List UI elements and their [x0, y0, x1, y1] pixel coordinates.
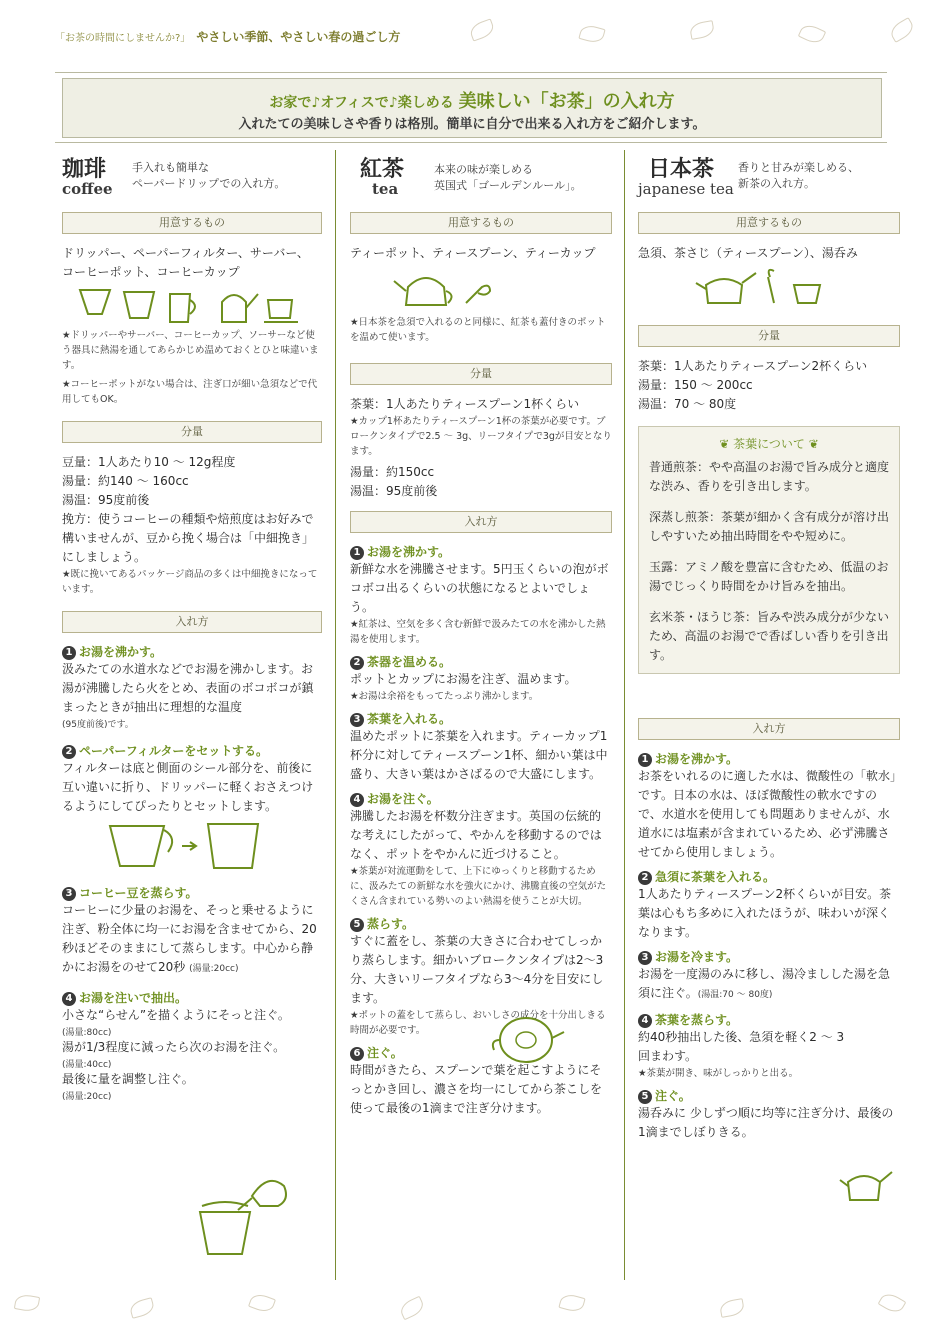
kyusu-pour-illustration: [838, 1160, 898, 1210]
japanese-tea-column: [638, 150, 900, 1142]
coffee-prep-line: ドリッパー、ペーパーフィルター、サーバー、: [62, 246, 309, 260]
step-title-text: ペーパーフィルターをセットする。: [79, 744, 269, 758]
japanese-tea-desc-line: 新茶の入れ方。: [738, 177, 815, 190]
leaf-decoration-icon: [888, 17, 917, 43]
coffee-prep-text: [62, 244, 322, 282]
leaf-icon: ❦: [804, 437, 819, 451]
teapot-topview-illustration: [488, 1010, 568, 1066]
japanese-tea-desc: [738, 160, 859, 192]
tea-amount-line: 湯温：95度前後: [350, 484, 438, 498]
tea-method-header: 入れ方: [350, 511, 612, 533]
column-divider: [335, 150, 336, 1280]
info-box-item: 深蒸し煎茶：茶葉が細かく含有成分が溶け出しやすいため抽出時間をやや短めに。: [649, 510, 890, 543]
japanese-tea-kanji: 日本茶: [648, 156, 715, 182]
tea-prep-text: ティーポット、ティースプーン、ティーカップ: [350, 246, 596, 260]
leaf-decoration-icon: [578, 23, 605, 45]
banner-title: [63, 87, 881, 113]
coffee-step-1-title: [62, 643, 322, 660]
tea-step-2-note: ★お湯は余裕をもってたっぷり沸かします。: [350, 691, 539, 702]
coffee-roman: coffee: [62, 180, 113, 198]
leaf-decoration-icon: [398, 1296, 427, 1321]
leaf-decoration-icon: [468, 18, 496, 41]
coffee-desc-line: 手入れも簡単な: [132, 161, 209, 174]
step-text: お湯を一度湯のみに移し、湯冷ましした湯を急須に注ぐ。: [638, 967, 891, 1000]
column-divider: [624, 150, 625, 1280]
tea-step-1-note: ★紅茶は、空気を多く含む新鮮で汲みたての水を沸かした熱湯を使用します。: [350, 619, 606, 645]
banner-title-highlight: 美味しい「お茶」の入れ方: [458, 91, 675, 112]
info-box-item: 普通煎茶：やや高温のお湯で旨み成分と適度な渋み、香りを引き出します。: [649, 460, 890, 493]
japanese-step-1-text: お茶をいれるのに適した水は、微酸性の「軟水」です。日本の水は、ほぼ微酸性の軟水ですので、水道水を使用しても問題ありませんが、水道水には塩素が含まれているため、必ず沸騰させてから使用しましょう。: [638, 769, 897, 859]
japanese-amount-line: 湯温：70 ～ 80度: [638, 397, 737, 411]
banner-line: [55, 72, 887, 73]
japanese-tea-desc-line: 香りと甘みが楽しめる、: [738, 161, 859, 174]
coffee-step-4-sub: (湯量:20cc): [62, 1092, 112, 1102]
step-title-text: 蒸らす。: [367, 917, 415, 931]
step-title-text: お湯を沸かす。: [655, 752, 739, 766]
step-number: 1: [638, 753, 652, 767]
coffee-amount: [62, 453, 322, 567]
intro-banner: [62, 78, 882, 138]
tea-step-1-text: 新鮮な水を沸騰させます。5円玉くらいの泡がボコボコ出るくらいの状態になるとよいでしょう。: [350, 562, 609, 614]
japanese-amount-line: 湯量：150 ～ 200cc: [638, 378, 753, 392]
coffee-desc-line: ペーパードリップでの入れ方。: [132, 177, 286, 190]
tea-step-4-note: ★茶葉が対流運動をして、上下にゆっくりと移動するために、汲みたての新鮮な水を強火にかけ、沸騰直後の空気がたくさん含まれている勢いのよい熱湯を使うことが大切。: [350, 866, 607, 907]
pour-over-illustration: [180, 1170, 300, 1260]
japanese-step-5-text: 湯呑みに 少しずつ順に均等に注ぎ分け、最後の1滴までしぼりきる。: [638, 1106, 894, 1139]
coffee-step-3-title: [62, 884, 322, 901]
tea-step-4-text: 沸騰したお湯を杯数分注ぎます。英国の伝統的な考えにしたがって、やかんを移動するのではなく、ポットをやかんに近づけること。: [350, 809, 602, 861]
coffee-step-2-text: フィルターは底と側面のシール部分を、前後に互い違いに折り、ドリッパーに軽くおさえつけるようにしてぴったりとセットします。: [62, 761, 314, 813]
coffee-prep-header: 用意するもの: [62, 212, 322, 234]
coffee-method-header: 入れ方: [62, 611, 322, 633]
coffee-prep-note: ★ドリッパーやサーバー、コーヒーカップ、ソーサーなど使う器具に熱湯を通してあらかじめ温めておくとひと味違います。: [62, 330, 319, 371]
step-title-text: 茶葉を入れる。: [367, 712, 452, 726]
coffee-step-4-line: 小さな“らせん”を描くようにそっと注ぐ。: [62, 1008, 290, 1022]
tea-amount-header: 分量: [350, 363, 612, 385]
tea-step-2-text: ポットとカップにお湯を注ぎ、温めます。: [350, 672, 577, 686]
coffee-step-4-sub: (湯量:80cc): [62, 1028, 112, 1038]
japanese-amount-header: 分量: [638, 325, 900, 347]
step-title-text: お湯を沸かす。: [367, 545, 451, 559]
tea-amount-line: 茶葉：1人あたりティースプーン1杯くらい: [350, 397, 580, 411]
tea-step-6-title: [350, 1044, 612, 1061]
teapot-illustration: [350, 263, 612, 315]
japanese-step-4-note: ★茶葉が開き、味がしっかりと出る。: [638, 1068, 799, 1079]
coffee-step-1-sub: (95度前後)です。: [62, 720, 134, 730]
japanese-amount-line: 茶葉：1人あたりティースプーン2杯くらい: [638, 359, 868, 373]
coffee-heading: [62, 150, 322, 208]
info-box-title-text: 茶葉について: [733, 437, 805, 451]
coffee-step-3-text: [62, 901, 322, 979]
step-title-text: 茶器を温める。: [367, 655, 452, 669]
leaf-decoration-icon: [878, 1290, 907, 1316]
step-title-text: 注ぐ。: [655, 1089, 691, 1103]
header-tagline: [55, 28, 400, 45]
step-number: 5: [350, 918, 364, 932]
coffee-column: [62, 150, 322, 1102]
info-box-item: 玉露：アミノ酸を豊富に含むため、低温のお湯でじっくり時間をかけ旨みを抽出。: [649, 560, 889, 593]
tea-step-5-note: ★ポットの蓋をして蒸らし、おいしさの成分を十分出しきる時間が必要です。: [350, 1010, 606, 1036]
coffee-amount-header: 分量: [62, 421, 322, 443]
leaf-decoration-icon: [798, 22, 827, 47]
japanese-step-1-title: [638, 750, 900, 767]
tea-amount: [350, 463, 612, 501]
coffee-amount-line: 豆量：1人あたり10 ～ 12g程度: [62, 455, 236, 469]
coffee-step-4-sub: (湯量:40cc): [62, 1060, 112, 1070]
japanese-step-2-text: 1人あたりティースプーン2杯くらいが目安。茶葉は心もち多めに入れたほうが、味わいが深くなります。: [638, 887, 892, 939]
leaf-decoration-icon: [558, 1292, 585, 1314]
info-box-item: 玄米茶・ほうじ茶：旨みや渋み成分が少ないため、高温のお湯でで香ばしい香りを引き出す。: [649, 610, 890, 662]
step-number: 6: [350, 1047, 364, 1061]
step-number: 4: [638, 1014, 652, 1028]
step-number: 4: [62, 992, 76, 1006]
coffee-step-2-title: [62, 742, 322, 759]
tea-step-5-title: [350, 915, 612, 932]
coffee-step-4-line: 湯が1/3程度に減ったら次のお湯を注ぐ。: [62, 1040, 286, 1054]
tagline-small: 「お茶の時間にしませんか?」: [55, 33, 191, 44]
tea-amount-line: 湯量：約150cc: [350, 465, 435, 479]
step-title-text: 茶葉を蒸らす。: [655, 1013, 739, 1027]
coffee-kanji: 珈琲: [62, 156, 107, 182]
tea-leaves-info-box: [638, 426, 900, 674]
japanese-step-4-title: [638, 1011, 900, 1028]
step-title-text: 急須に茶葉を入れる。: [655, 870, 776, 884]
japanese-prep-text: 急須、茶さじ（ティースプーン）、湯呑み: [638, 246, 858, 260]
kyusu-illustration: [638, 263, 900, 313]
japanese-tea-heading: [638, 150, 900, 208]
coffee-prep-note: ★コーヒーポットがない場合は、注ぎ口が細い急須などで代用してもOK。: [62, 379, 318, 405]
coffee-amount-line: 湯温：95度前後: [62, 493, 150, 507]
tea-desc-line: 本来の味が楽しめる: [434, 163, 533, 176]
banner-line: [55, 142, 887, 143]
leaf-decoration-icon: [128, 1297, 155, 1319]
tea-step-3-title: [350, 710, 612, 727]
banner-title-pre: お家で♪オフィスで♪楽しめる: [269, 95, 454, 111]
step-number: 5: [638, 1090, 652, 1104]
leaf-icon: ❦: [719, 437, 734, 451]
tagline-main: やさしい季節、やさしい春の過ごし方: [196, 30, 401, 44]
leaf-decoration-icon: [248, 1291, 276, 1314]
tea-kanji: 紅茶: [360, 156, 405, 182]
tea-roman: tea: [372, 180, 399, 198]
tea-step-5-text: すぐに蓋をし、茶葉の大きさに合わせてしっかり蒸らします。細かいブロークンタイプは2～3分、大きいリーフタイプなら3～4分を目安にします。: [350, 934, 604, 1005]
step-text: 汲みたての水道水などでお湯を沸かします。お湯が沸騰したら火をとめ、表面のボコボコが鎮まったときが抽出に理想的な温度: [62, 662, 314, 714]
filter-fold-illustration: [62, 816, 322, 874]
tea-prep-note: ★日本茶を急須で入れるのと同様に、紅茶も蓋付きのポットを温めて使います。: [350, 317, 606, 343]
step-number: 3: [638, 951, 652, 965]
coffee-grind-note: ★既に挽いてあるパッケージ商品の多くは中細挽きになっています。: [62, 569, 318, 595]
japanese-step-2-title: [638, 868, 900, 885]
coffee-grind-text: 挽方：使うコーヒーの種類や焙煎度はお好みで構いませんが、豆から挽く場合は「中細挽き」にしましょう。: [62, 512, 315, 564]
japanese-step-4-text: 約40秒抽出した後、急須を軽く2 ～ 3回まわす。: [638, 1030, 845, 1063]
step-sub: (湯温:70 ～ 80度): [697, 990, 773, 1000]
step-title-text: 注ぐ。: [367, 1046, 403, 1060]
coffee-step-4-title: [62, 989, 322, 1006]
tea-desc: [434, 162, 582, 194]
coffee-step-4-line: 最後に量を調整し注ぐ。: [62, 1072, 194, 1086]
step-number: 4: [350, 793, 364, 807]
coffee-tools-illustration: [62, 282, 322, 328]
japanese-prep-header: 用意するもの: [638, 212, 900, 234]
step-number: 1: [62, 646, 76, 660]
leaf-decoration-icon: [689, 20, 715, 40]
japanese-tea-roman: japanese tea: [638, 180, 734, 198]
tea-step-1-title: [350, 543, 612, 560]
info-box-title: [649, 435, 889, 452]
japanese-amount: [638, 357, 900, 414]
japanese-method-header: 入れ方: [638, 718, 900, 740]
japanese-step-3-text: [638, 965, 900, 1005]
coffee-prep-line: コーヒーポット、コーヒーカップ: [62, 265, 240, 279]
step-text: コーヒーに少量のお湯を、そっと乗せるように注ぎ、粉全体に均一にお湯を含ませてから、20秒ほどそのままにして蒸らします。中心から静かにお湯をのせて20秒: [62, 903, 317, 974]
banner-subtitle: 入れたての美味しさや香りは格別。簡単に自分で出来る入れ方をご紹介します。: [238, 117, 706, 132]
tea-column: [350, 150, 612, 1118]
coffee-amount-line: 湯量：約140 ～ 160cc: [62, 474, 189, 488]
step-number: 3: [350, 713, 364, 727]
step-title-text: お湯を沸かす。: [79, 645, 163, 659]
step-number: 2: [62, 745, 76, 759]
step-number: 2: [350, 656, 364, 670]
step-title-text: お湯を注いで抽出。: [79, 991, 188, 1005]
step-sub: (湯量:20cc): [189, 964, 239, 974]
step-number: 3: [62, 887, 76, 901]
tea-step-2-title: [350, 653, 612, 670]
tea-step-4-title: [350, 790, 612, 807]
step-title-text: お湯を冷ます。: [655, 950, 739, 964]
tea-desc-line: 英国式「ゴールデンルール」。: [434, 179, 582, 192]
step-title-text: お湯を注ぐ。: [367, 792, 439, 806]
tea-step-6-text: 時間がきたら、スプーンで葉を起こすようにそっとかき回し、濃さを均一にしてから茶こしを使って最後の1滴まで注ぎ分けます。: [350, 1063, 603, 1115]
japanese-step-3-title: [638, 948, 900, 965]
leaf-decoration-icon: [719, 1298, 745, 1318]
japanese-step-5-title: [638, 1087, 900, 1104]
tea-prep-header: 用意するもの: [350, 212, 612, 234]
step-title-text: コーヒー豆を蒸らす。: [79, 886, 198, 900]
step-number: 1: [350, 546, 364, 560]
leaf-decoration-icon: [14, 1293, 40, 1313]
coffee-step-1-text: [62, 660, 322, 717]
step-number: 2: [638, 871, 652, 885]
coffee-desc: [132, 160, 285, 192]
tea-heading: [350, 150, 612, 208]
tea-step-3-text: 温めたポットに茶葉を入れます。ティーカップ1杯分に対してティースプーン1杯、細かい葉は中盛り、大きい葉はかさばるので大盛にします。: [350, 729, 608, 781]
tea-amount-note: ★カップ1杯あたりティースプーン1杯の茶葉が必要です。ブロークンタイプで2.5 ～ 3g、リーフタイプで3gが目安となります。: [350, 416, 612, 457]
